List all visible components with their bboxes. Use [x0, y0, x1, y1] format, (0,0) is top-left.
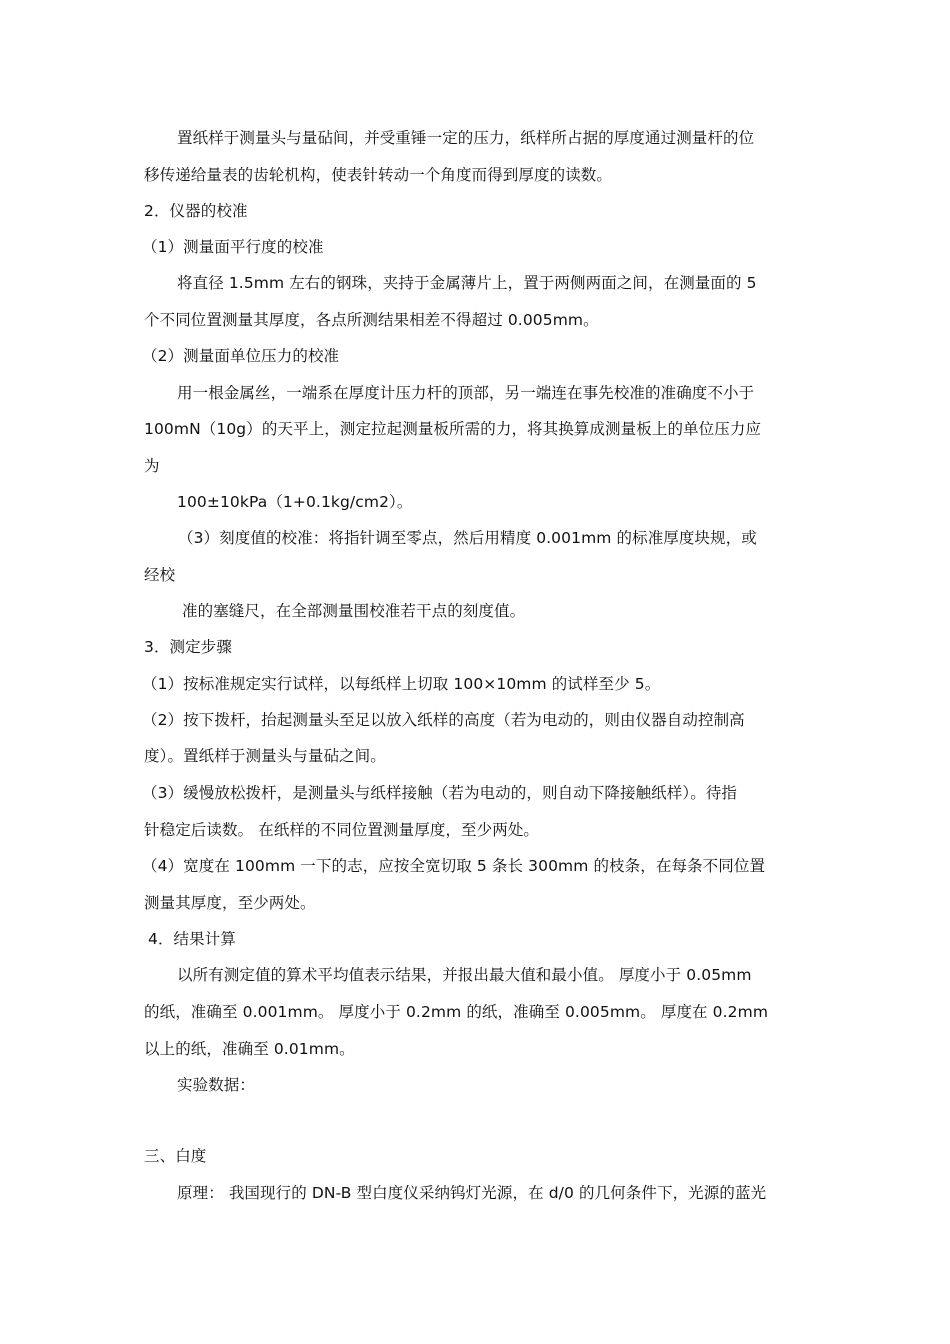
paragraph-line: 度）。置纸样于测量头与量砧之间。: [144, 747, 386, 765]
paragraph-line: 为: [144, 457, 160, 475]
paragraph-line: 将直径 1.5mm 左右的钢珠，夹持于金属薄片上，置于两侧两面之间，在测量面的 5: [177, 274, 757, 292]
paragraph-line: 以上的纸，准确至 0.01mm。: [144, 1040, 355, 1058]
paragraph-line: 100±10kPa（1+0.1kg/cm2）。: [177, 493, 413, 511]
section-heading: 2．仪器的校准: [144, 202, 248, 220]
paragraph-line: （3）刻度值的校准：将指针调至零点，然后用精度 0.001mm 的标准厚度块规，或: [178, 529, 757, 547]
paragraph-line: 实验数据：: [177, 1076, 256, 1094]
paragraph-line: 针稳定后读数。 在纸样的不同位置测量厚度，至少两处。: [144, 821, 540, 839]
section-heading: 三、白度: [144, 1147, 207, 1165]
paragraph-line: 100mN（10g）的天平上，测定拉起测量板所需的力，将其换算成测量板上的单位压力应: [144, 420, 762, 438]
paragraph-line: 原理： 我国现行的 DN-B 型白度仪采纳钨灯光源，在 d/0 的几何条件下，光源的蓝光: [177, 1184, 767, 1202]
paragraph-line: 用一根金属丝，一端系在厚度计压力杆的顶部，另一端连在事先校准的准确度不小于: [177, 384, 755, 402]
paragraph-line: （3）缓慢放松拨杆，是测量头与纸样接触（若为电动的，则自动下降接触纸样）。待指: [142, 784, 738, 802]
paragraph-line: 以所有测定值的算术平均值表示结果，并报出最大值和最小值。 厚度小于 0.05mm: [177, 966, 752, 984]
paragraph-line: 测量其厚度，至少两处。: [144, 894, 316, 912]
paragraph-line: 移传递给量表的齿轮机构，使表针转动一个角度而得到厚度的读数。: [144, 166, 613, 184]
paragraph-line: （4）宽度在 100mm 一下的志，应按全宽切取 5 条长 300mm 的枝条，在每条不同位置: [142, 857, 766, 875]
section-heading: 4．结果计算: [148, 930, 236, 948]
section-heading: 3．测定步骤: [144, 638, 232, 656]
paragraph-line: （1）按标准规定实行试样，以每纸样上切取 100×10mm 的试样至少 5。: [142, 675, 661, 693]
paragraph-line: （2）按下拨杆，抬起测量头至足以放入纸样的高度（若为电动的，则由仪器自动控制高: [142, 711, 745, 729]
paragraph-line: 经校: [144, 566, 176, 584]
subsection-heading: （2）测量面单位压力的校准: [142, 347, 340, 365]
paragraph-line: 的纸，准确至 0.001mm。 厚度小于 0.2mm 的纸，准确至 0.005mm。 厚度在 0.2mm: [144, 1003, 769, 1021]
subsection-heading: （1）测量面平行度的校准: [142, 238, 324, 256]
paragraph-line: 置纸样于测量头与量砧间，并受重锤一定的压力，纸样所占据的厚度通过测量杆的位: [177, 129, 755, 147]
paragraph-line: 准的塞缝尺，在全部测量围校准若干点的刻度值。: [182, 602, 526, 620]
paragraph-line: 个不同位置测量其厚度，各点所测结果相差不得超过 0.005mm。: [144, 311, 599, 329]
